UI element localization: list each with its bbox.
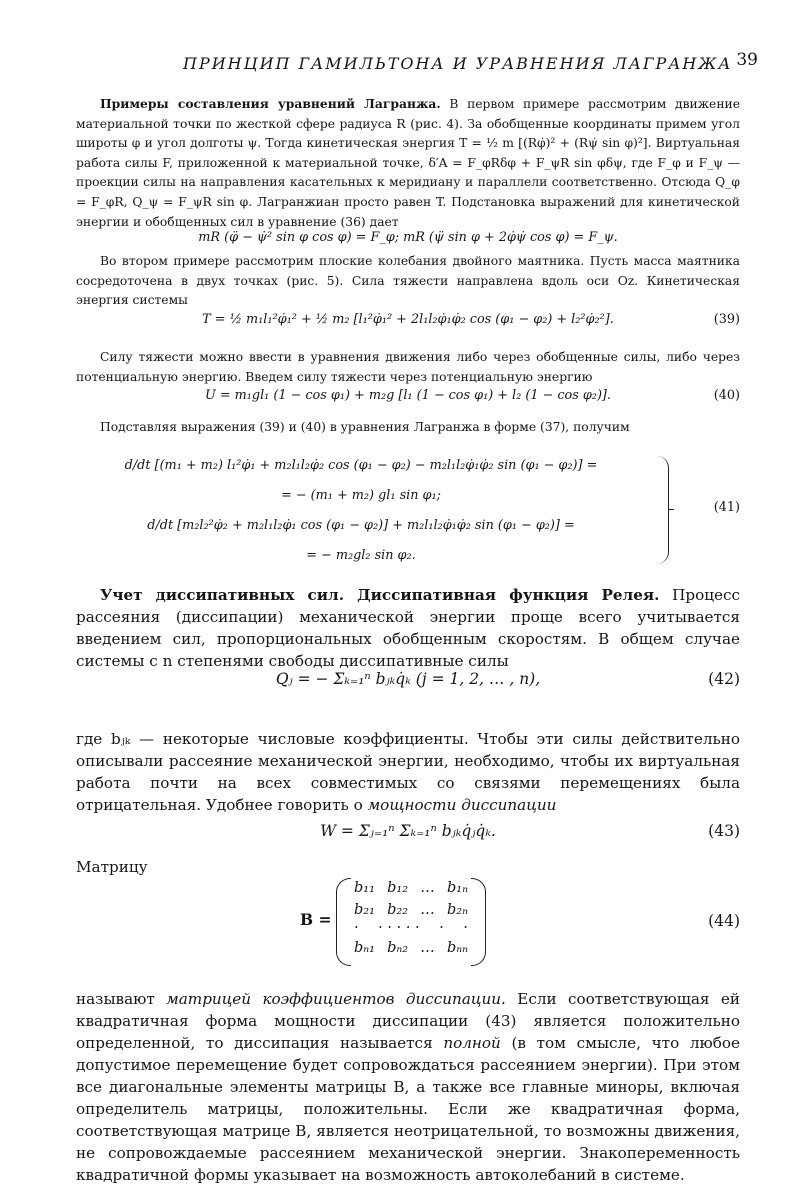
matrix-cell: · · · · · bbox=[378, 920, 420, 936]
equation-40 bbox=[76, 388, 740, 412]
examples-paragraph-potential bbox=[76, 348, 740, 387]
matrix-cell: … bbox=[420, 902, 435, 918]
matrix-cell: b₂₁ bbox=[354, 902, 375, 918]
paragraph-text: Если соответствующая ей квадратичная форма мощности диссипации (43) является положительно определенной, то диссипация называется bbox=[76, 990, 740, 1052]
matrix-cell: b₁ₙ bbox=[447, 880, 468, 896]
page-header bbox=[60, 50, 760, 80]
examples-paragraph-substitution bbox=[76, 418, 740, 438]
equation-44 bbox=[76, 912, 740, 936]
equation-41-line-1 bbox=[76, 458, 646, 482]
equation-41-number-row bbox=[76, 500, 740, 524]
equation-number: (42) bbox=[708, 670, 740, 688]
equation-text: T = ½ m₁l₁²φ̇₁² + ½ m₂ [l₁²φ̇₁² + 2l₁l₂φ̇₁φ̇₂ cos (φ₁ − φ₂) + l₂²φ̇₂²]. bbox=[202, 312, 614, 327]
section-heading-dissipation: Учет диссипативных сил. Диссипативная функция Релея. bbox=[100, 586, 660, 604]
matrix-cell: … bbox=[420, 880, 435, 896]
matrix-cell: b₂₂ bbox=[387, 902, 409, 918]
matrix-cell: b₂ₙ bbox=[447, 902, 468, 918]
paragraph-text: Во втором примере рассмотрим плоские колебания двойного маятника. Пусть масса маятника сосредоточена в двух точках (рис. 5). Сила тяжести направлена вдоль оси Oz. Кинетическая энергия системы bbox=[76, 254, 740, 308]
paragraph-text: В первом примере рассмотрим движение материальной точки по жесткой сфере радиуса R (рис. 4). За обобщенные координаты примем угол широты φ и угол долготы ψ. Тогда кинетическая энергия T = ½ m [(Rφ̇)² + (Rψ̇ sin φ)²]. Виртуальная работа силы F, приложенной к материальной точке, δ′A = F_φRδφ + F_ψR sin φδψ, где F_φ и F_ψ — проекции силы на направления касательных к меридиану и параллели соответственно. Отсюда Q_φ = F_φR, Q_ψ = F_ψR sin φ. Лагранжиан просто равен T. Подстановка выражений для кинетической энергии и обобщенных сил в уравнение (36) дает bbox=[76, 97, 740, 229]
dissipation-paragraph-matrix bbox=[76, 988, 740, 1186]
equation-text: d/dt [m₂l₂²φ̇₂ + m₂l₁l₂φ̇₁ cos (φ₁ − φ₂)] + m₂l₁l₂φ̇₁φ̇₂ sin (φ₁ − φ₂)] = bbox=[147, 518, 575, 533]
equation-text: W = Σⱼ₌₁ⁿ Σₖ₌₁ⁿ bⱼₖq̇ⱼq̇ₖ. bbox=[320, 822, 496, 840]
matrix-intro-label bbox=[76, 856, 276, 878]
page-number: 39 bbox=[736, 50, 758, 70]
matrix-row bbox=[354, 880, 468, 896]
matrix-cell: bₙₙ bbox=[446, 940, 468, 956]
matrix-cell: b₁₁ bbox=[354, 880, 375, 896]
equation-number: (44) bbox=[708, 912, 740, 930]
matrix-cell: bₙ₁ bbox=[354, 940, 375, 956]
section-heading-examples: Примеры составления уравнений Лагранжа. bbox=[100, 96, 441, 111]
equation-number: (41) bbox=[713, 500, 740, 515]
dissipation-paragraph-coefficients bbox=[76, 728, 740, 816]
paragraph-text: (в том смысле, что любое допустимое перемещение будет сопровождаться рассеянием энергии). При этом все диагональные элементы матрицы B, а также все главные миноры, включая определитель матрицы, положительны. Если же квадратичная форма, соответствующая матрице B, является неотрицательной, то возможны движения, не сопровождаемые рассеянием механической энергии. Знакопеременность квадратичной формы указывает на возможность автоколебаний в системе. bbox=[76, 1034, 741, 1184]
paragraph-text: Подставляя выражения (39) и (40) в уравнения Лагранжа в форме (37), получим bbox=[100, 420, 630, 434]
examples-paragraph-sphere bbox=[76, 94, 740, 232]
equation-text: Qⱼ = − Σₖ₌₁ⁿ bⱼₖq̇ₖ (j = 1, 2, … , n), bbox=[275, 670, 541, 688]
matrix-cell: b₁₂ bbox=[387, 880, 409, 896]
dissipation-paragraph-intro bbox=[76, 584, 740, 672]
paragraph-text: где bⱼₖ — некоторые числовые коэффициенты. Чтобы эти силы действительно описывали рассеяние механической энергии, необходимо, чтобы их виртуальная работа почти на всех совместимых со связями перемещениях была отрицательная. Удобнее говорить о bbox=[76, 730, 740, 814]
equation-text: = − (m₁ + m₂) gl₁ sin φ₁; bbox=[281, 488, 441, 503]
equation-43 bbox=[76, 822, 740, 846]
matrix-lhs: B = bbox=[300, 910, 332, 929]
examples-paragraph-pendulum bbox=[76, 252, 740, 311]
equation-39 bbox=[76, 312, 740, 336]
matrix-cell: bₙ₂ bbox=[387, 940, 409, 956]
equation-number: (39) bbox=[713, 312, 740, 327]
paragraph-text: Силу тяжести можно ввести в уравнения движения либо через обобщенные силы, либо через потенциальную энергию. Введем силу тяжести через потенциальную энергию bbox=[76, 350, 740, 384]
paragraph-text: называют bbox=[76, 990, 155, 1008]
matrix-cell: · bbox=[439, 920, 444, 936]
matrix-cell: … bbox=[420, 940, 435, 956]
matrix-row bbox=[354, 940, 468, 956]
equation-number: (40) bbox=[713, 388, 740, 403]
equation-42 bbox=[76, 670, 740, 694]
equation-sphere bbox=[76, 230, 740, 254]
matrix-cell: · bbox=[354, 920, 359, 936]
equation-text: d/dt [(m₁ + m₂) l₁²φ̇₁ + m₂l₁l₂φ̇₂ cos (φ₁ − φ₂) − m₂l₁l₂φ̇₁φ̇₂ sin (φ₁ − φ₂)] = bbox=[124, 458, 598, 473]
equation-text: = − m₂gl₂ sin φ₂. bbox=[306, 548, 416, 563]
matrix-cell: · bbox=[463, 920, 468, 936]
equation-text: mR (φ̈ − ψ̇² sin φ cos φ) = F_φ; mR (ψ̈ sin φ + 2φ̇ψ̇ cos φ) = F_ψ. bbox=[198, 230, 618, 245]
equation-41-line-4 bbox=[76, 548, 646, 572]
italic-term: матрицей коэффициентов диссипации. bbox=[166, 990, 506, 1008]
running-title: ПРИНЦИП ГАМИЛЬТОНА И УРАВНЕНИЯ ЛАГРАНЖА bbox=[183, 54, 733, 73]
equation-number: (43) bbox=[708, 822, 740, 840]
label-text: Матрицу bbox=[76, 858, 148, 876]
italic-term: полной bbox=[443, 1034, 501, 1052]
paragraph-text: Процесс рассеяния (диссипации) механической энергии проще всего учитывается введением сил, пропорциональных обобщенным скоростям. В общем случае системы с n степенями свободы диссипативные силы bbox=[76, 586, 741, 670]
equation-text: U = m₁gl₁ (1 − cos φ₁) + m₂g [l₁ (1 − cos φ₁) + l₂ (1 − cos φ₂)]. bbox=[204, 388, 611, 403]
italic-term: мощности диссипации bbox=[367, 796, 557, 814]
